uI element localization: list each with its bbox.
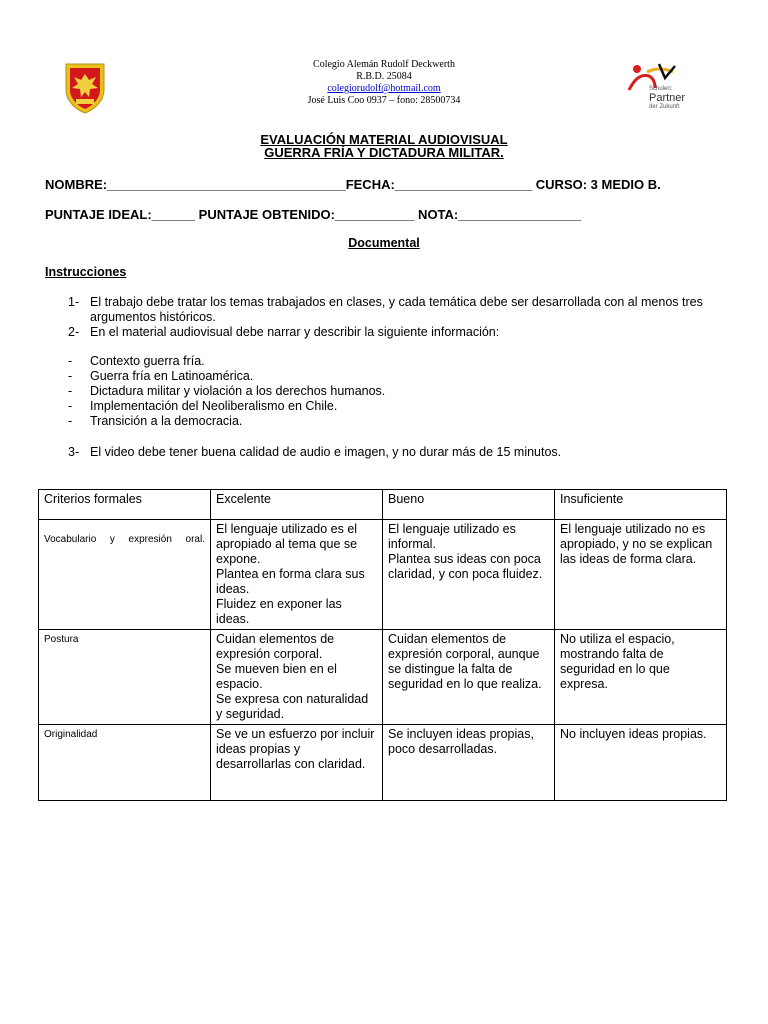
criterion-cell: Originalidad — [39, 725, 211, 801]
instructions-title: Instrucciones — [45, 265, 127, 279]
header-criterios: Criterios formales — [39, 490, 211, 520]
section-title: Documental — [348, 236, 420, 250]
rubric-table — [38, 489, 727, 801]
partner-logo-line2: Partner — [649, 92, 686, 104]
school-name: Colegio Alemán Rudolf Deckwerth — [313, 59, 455, 70]
table-row — [39, 520, 727, 630]
school-email-line — [0, 83, 768, 95]
insuficiente-cell: No utiliza el espacio, mostrando falta de seguridad en lo que expresa. — [555, 630, 727, 725]
student-info-fields: NOMBRE:_________________________________FECHA:___________________ CURSO: 3 MEDIO B. — [45, 177, 661, 192]
bueno-cell: Cuidan elementos de expresión corporal, aunque se distingue la falta de seguridad en lo que realiza. — [383, 630, 555, 725]
bullet-item: - Guerra fría en Latinoamérica. — [68, 369, 254, 383]
excelente-cell: Cuidan elementos de expresión corporal. Se mueven bien en el espacio. Se expresa con naturalidad y seguridad. — [211, 630, 383, 725]
table-header-row — [39, 490, 727, 520]
table-row — [39, 725, 727, 801]
document-title-line1: EVALUACIÓN MATERIAL AUDIOVISUAL — [260, 132, 508, 147]
table-row — [39, 630, 727, 725]
partner-logo-line3: der Zukunft — [649, 104, 680, 110]
header-excelente: Excelente — [211, 490, 383, 520]
instruction-text-3: El video debe tener buena calidad de audio e imagen, y no durar más de 15 minutos. — [90, 445, 562, 459]
school-rbd: R.B.D. 25084 — [356, 71, 412, 82]
excelente-cell: El lenguaje utilizado es el apropiado al tema que se expone. Plantea en forma clara sus ideas. Fluidez en exponer las ideas. — [211, 520, 383, 630]
criterion-cell: Postura — [39, 630, 211, 725]
insuficiente-cell: El lenguaje utilizado no es apropiado, y no se explican las ideas de forma clara. — [555, 520, 727, 630]
header-insuficiente: Insuficiente — [555, 490, 727, 520]
criterion-cell: Vocabulario y expresión oral. — [39, 520, 211, 630]
excelente-cell: Se ve un esfuerzo por incluir ideas propias y desarrollarlas con claridad. — [211, 725, 383, 801]
score-fields: PUNTAJE IDEAL:______ PUNTAJE OBTENIDO:___________ NOTA:_________________ — [45, 207, 582, 222]
bullet-item: - Transición a la democracia. — [68, 414, 243, 428]
school-email-link[interactable]: colegiorudolf@hotmail.com — [327, 83, 441, 94]
instruction-text-1: El trabajo debe tratar los temas trabajados en clases, y cada temática debe ser desarrollada con al menos tres argumentos históricos. — [90, 295, 703, 324]
instruction-number-1: 1- — [68, 295, 80, 309]
bullet-item: - Implementación del Neoliberalismo en Chile. — [68, 399, 338, 413]
document-title-line2: GUERRA FRÍA Y DICTADURA MILITAR. — [264, 145, 504, 160]
bullet-item: - Contexto guerra fría. — [68, 354, 205, 368]
instruction-text-2: En el material audiovisual debe narrar y describir la siguiente información: — [90, 325, 500, 339]
instruction-number-2: 2- — [68, 325, 80, 339]
header-bueno: Bueno — [383, 490, 555, 520]
bullet-item: - Dictadura militar y violación a los derechos humanos. — [68, 384, 386, 398]
partner-logo-line1: Schulen: — [649, 86, 673, 92]
instruction-number-3: 3- — [68, 445, 80, 459]
bueno-cell: Se incluyen ideas propias, poco desarrolladas. — [383, 725, 555, 801]
school-address: José Luis Coo 0937 – fono: 28500734 — [307, 95, 461, 106]
bullet-list — [68, 354, 385, 429]
bueno-cell: El lenguaje utilizado es informal. Plantea sus ideas con poca claridad, y con poca fluidez. — [383, 520, 555, 630]
insuficiente-cell: No incluyen ideas propias. — [555, 725, 727, 801]
